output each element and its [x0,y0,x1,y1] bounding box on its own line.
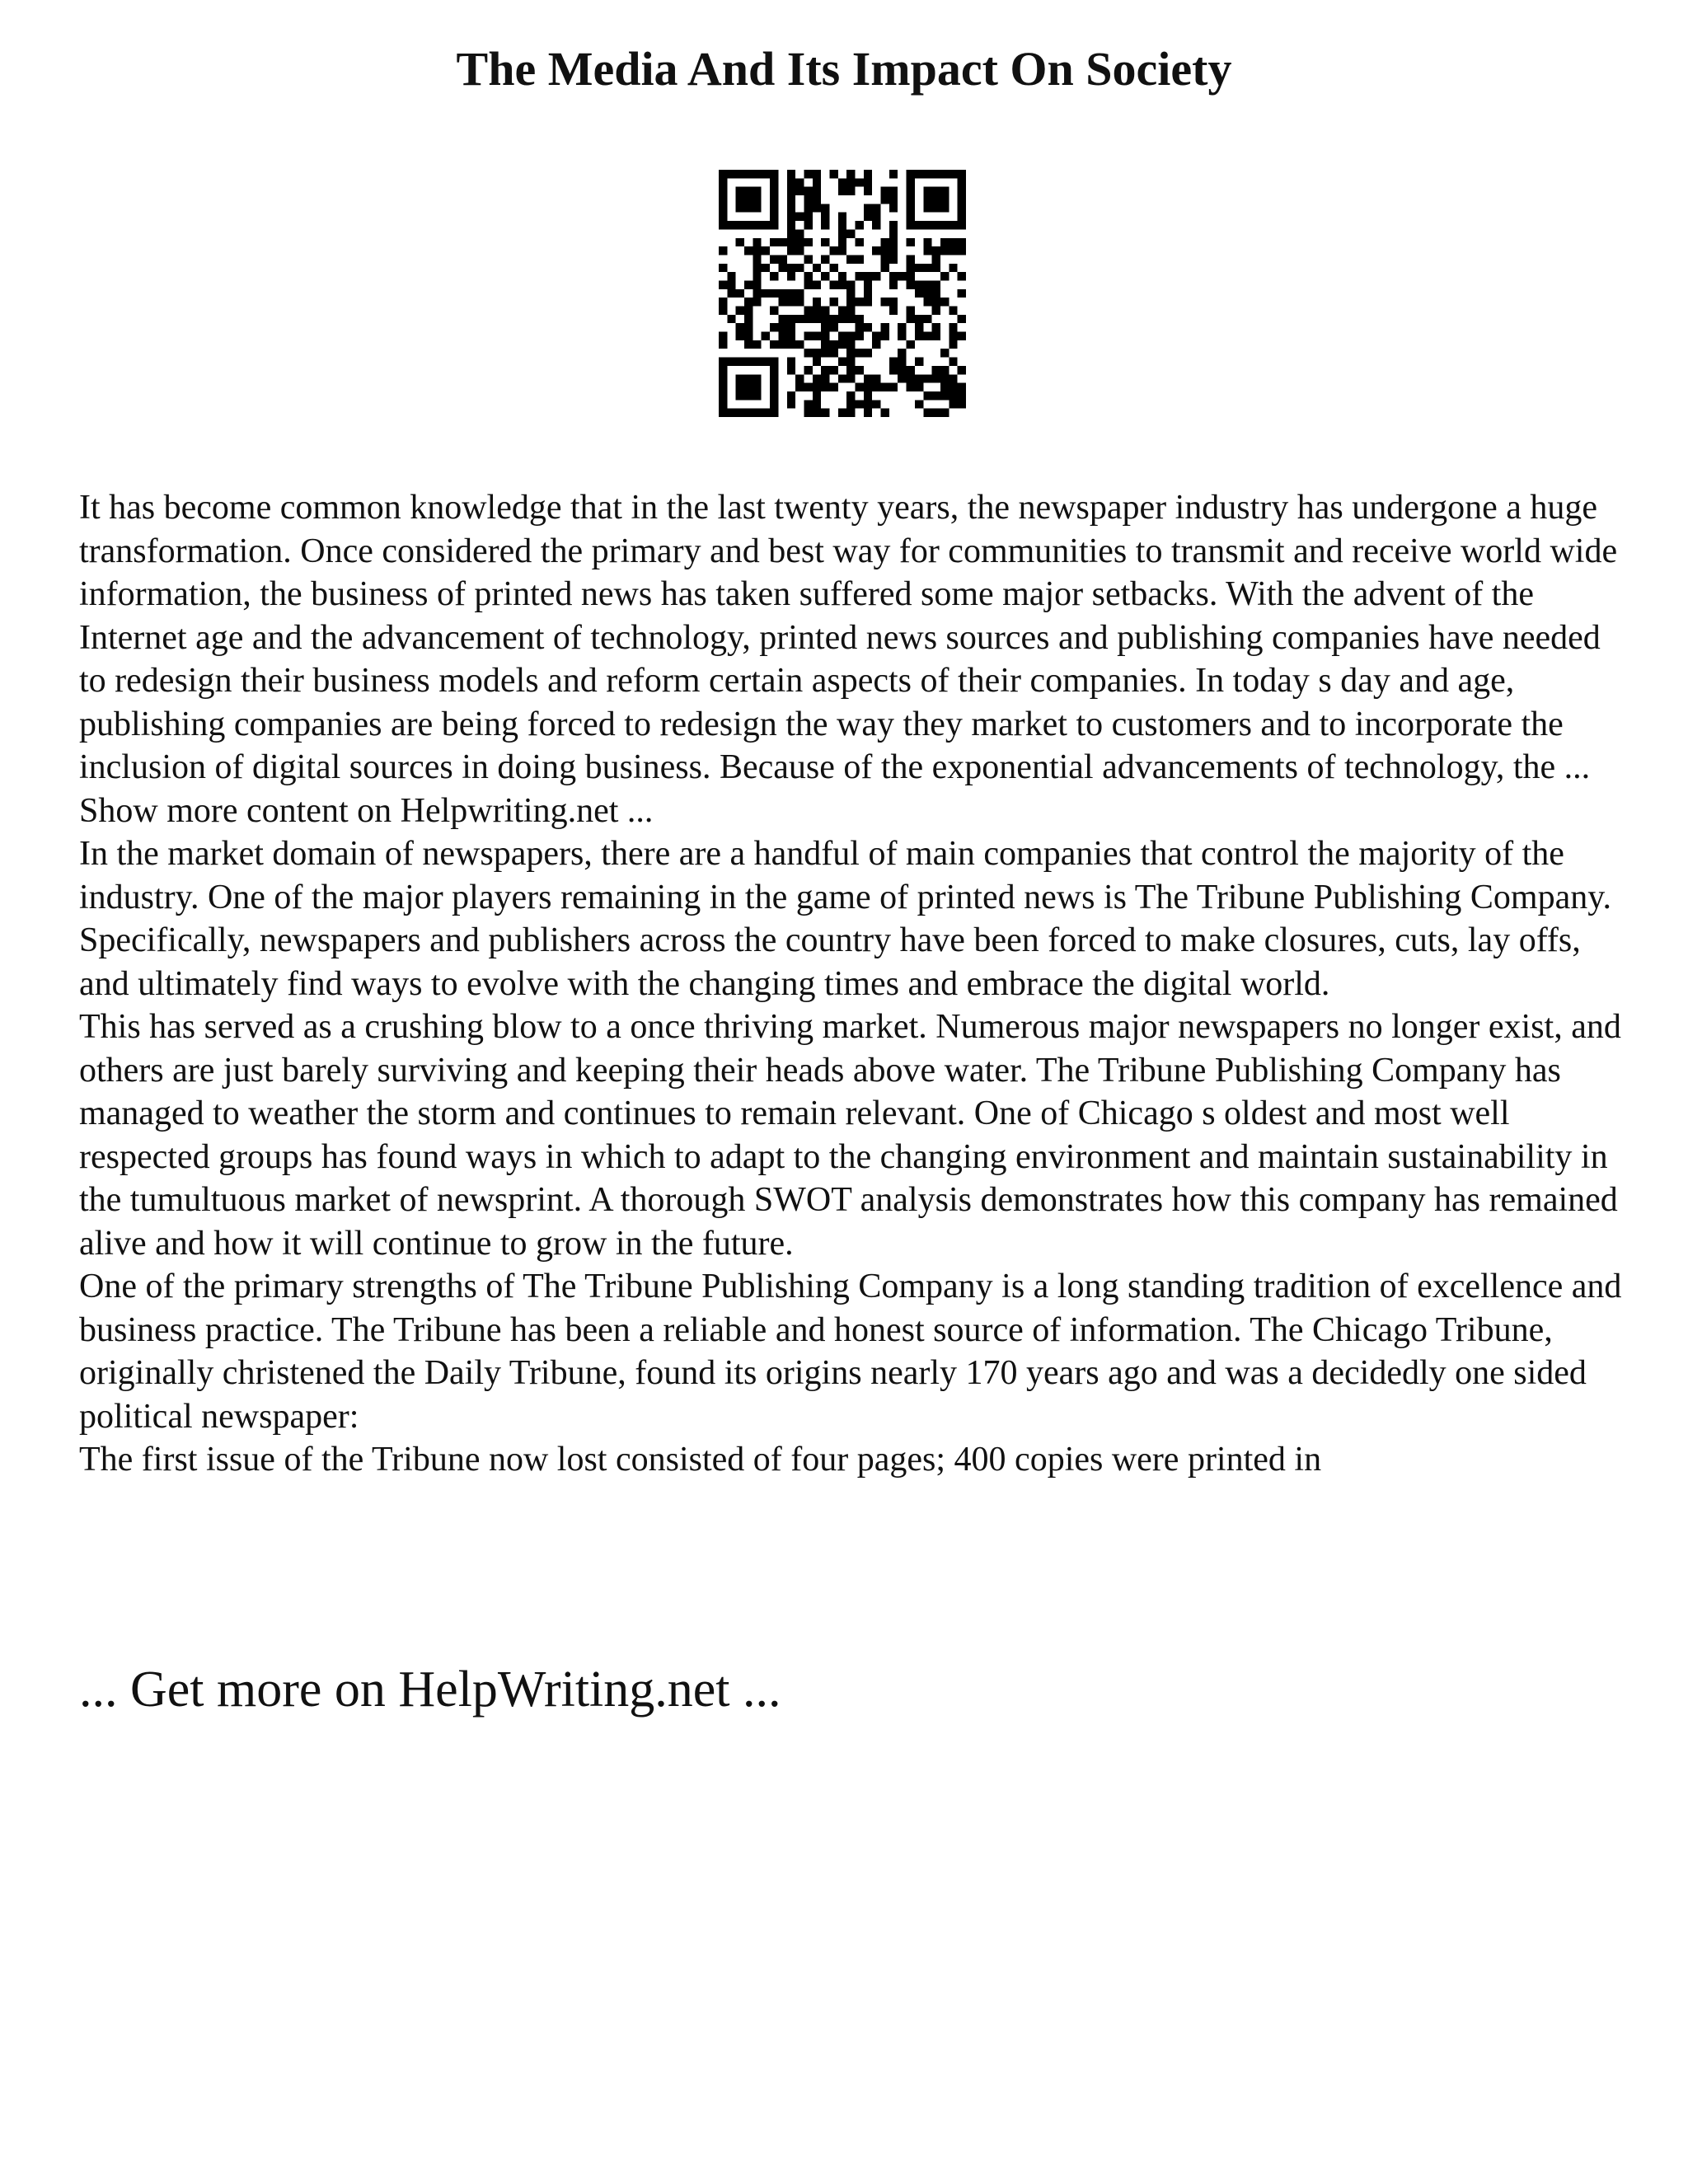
paragraph-1: It has become common knowledge that in the last twenty years, the newspaper industry has undergone a huge transformation. Once considered the primary and best way for communities to transmit and receive world wide information, the business of printed news has taken suffered some major setbacks. With the advent of the Internet age and the advancement of technology, printed news sources and publishing companies have needed to redesign their business models and reform certain aspects of their companies. In today s day and age, publishing companies are being forced to redesign the way they market to customers and to incorporate the inclusion of digital sources in doing business. Because of the exponential advancements of technology, the ... Show more content on Helpwriting.net ... [79,489,1618,830]
article-body [79,486,1629,1482]
get-more-link[interactable]: ... Get more on HelpWriting.net ... [79,1661,781,1718]
paragraph-3: This has served as a crushing blow to a once thriving market. Numerous major newspapers no longer exist, and others are just barely surviving and keeping their heads above water. The Tribune Publishing Company has managed to weather the storm and continues to remain relevant. One of Chicago s oldest and most well respected groups has found ways in which to adapt to the changing environment and maintain sustainability in the tumultuous market of newsprint. A thorough SWOT analysis demonstrates how this company has remained alive and how it will continue to grow in the future. [79,1008,1621,1263]
qr-code-icon [719,170,966,417]
paragraph-4: One of the primary strengths of The Tribune Publishing Company is a long standing tradition of excellence and business practice. The Tribune has been a reliable and honest source of information. The Chicago Tribune, originally christened the Daily Tribune, found its origins nearly 170 years ago and was a decidedly one sided political newspaper: [79,1268,1622,1436]
paragraph-5: The first issue of the Tribune now lost consisted of four pages; 400 copies were printed in [79,1441,1322,1479]
qr-code-graphic [719,170,966,417]
paragraph-2: In the market domain of newspapers, there are a handful of main companies that control the majority of the industry. One of the major players remaining in the game of printed news is The Tribune Publishing Company. Specifically, newspapers and publishers across the country have been forced to make closures, cuts, lay offs, and ultimately find ways to evolve with the changing times and embrace the digital world. [79,835,1612,1003]
document-title: The Media And Its Impact On Society [456,42,1232,96]
